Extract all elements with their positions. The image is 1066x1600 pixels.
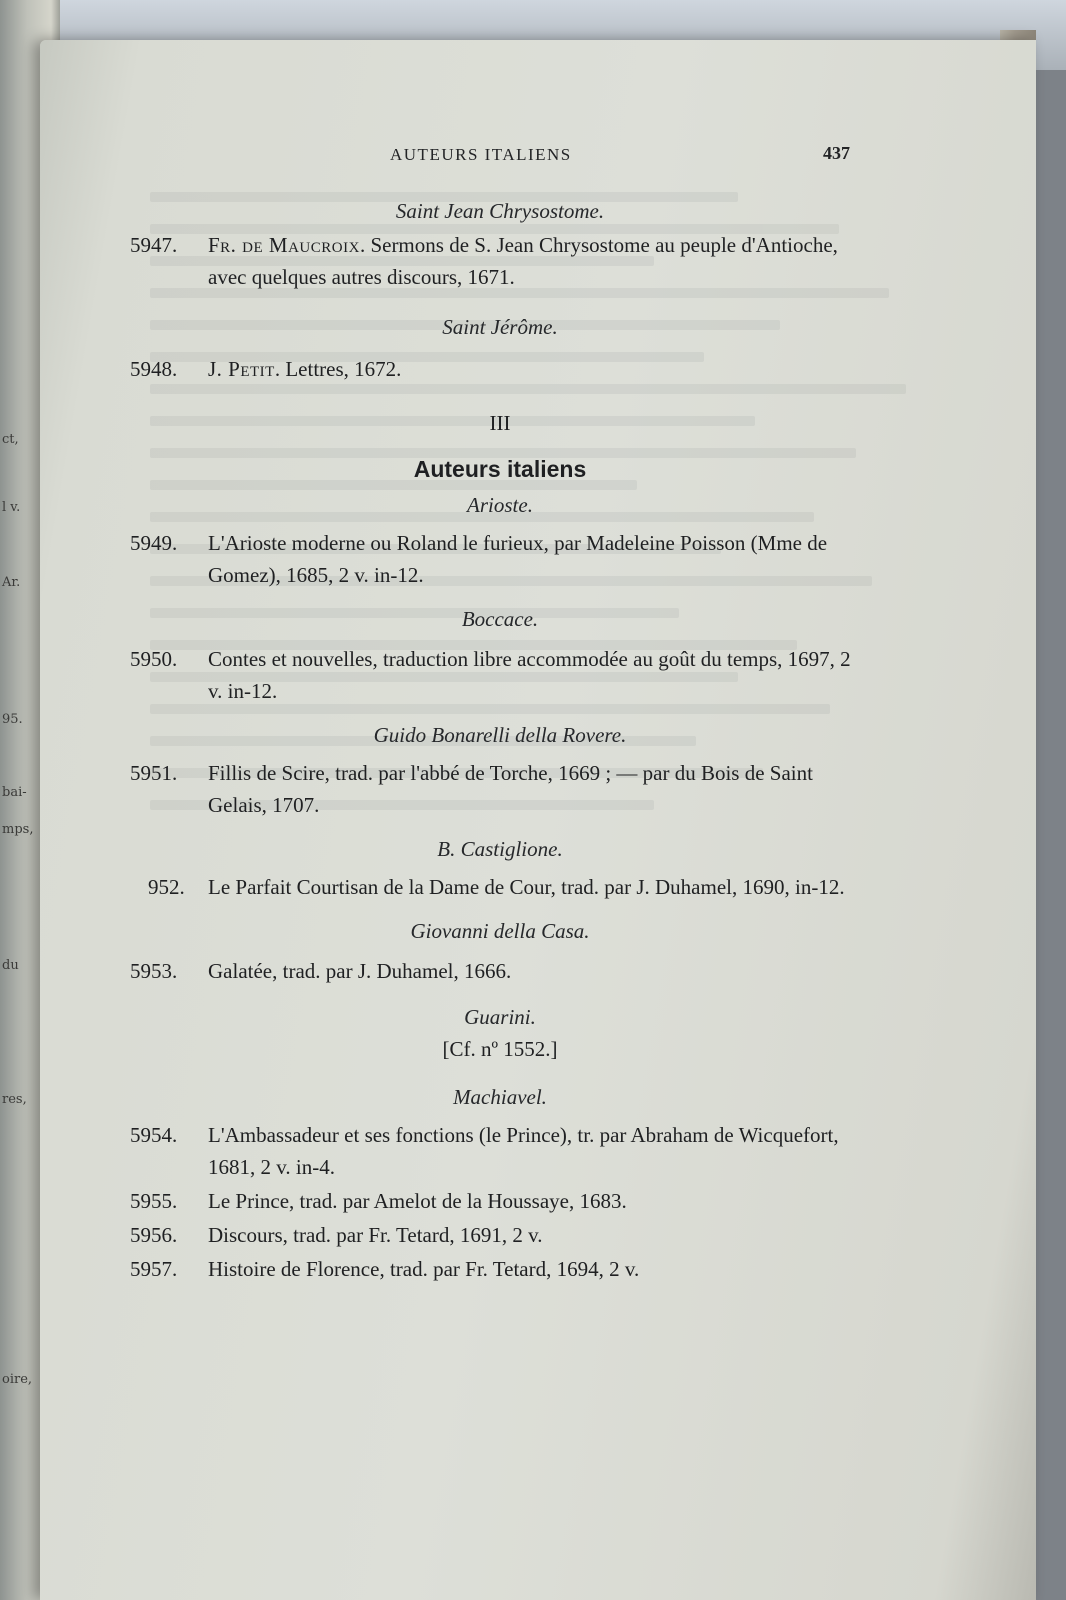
facing-page-fragment: ct,: [2, 432, 19, 447]
catalogue-entry: [130, 229, 870, 293]
author-heading: Boccace.: [461, 607, 539, 631]
author-heading: Giovanni della Casa.: [410, 919, 590, 943]
catalogue-entry: [130, 1185, 870, 1217]
catalogue-entry: [130, 527, 870, 591]
entry-body: Fillis de Scire, trad. par l'abbé de Torche, 1669 ; — par du Bois de Saint Gelais, 1707.: [208, 761, 813, 817]
catalogue-entry: [130, 757, 870, 821]
entry-body: Le Parfait Courtisan de la Dame de Cour, trad. par J. Duhamel, 1690, in-12.: [208, 875, 845, 899]
catalogue-entry: [130, 871, 870, 903]
entry-body: . Lettres, 1672.: [274, 357, 402, 381]
catalogue-entry: [130, 1219, 870, 1251]
facing-page-fragment: Ar.: [2, 575, 21, 590]
entry-body: Discours, trad. par Fr. Tetard, 1691, 2 v.: [208, 1223, 543, 1247]
entry-lead-name: J. Petit: [208, 357, 275, 381]
entry-body: Contes et nouvelles, traduction libre accommodée au goût du temps, 1697, 2 v. in-12.: [208, 647, 851, 703]
catalogue-entry: [130, 955, 870, 987]
author-heading: Machiavel.: [453, 1085, 547, 1109]
entry-number: 5955.: [130, 1189, 178, 1213]
entry-number: 5953.: [130, 959, 178, 983]
entry-body: L'Ambassadeur et ses fonctions (le Prince), tr. par Abraham de Wicquefort, 1681, 2 v. in-4.: [208, 1123, 839, 1179]
running-title: AUTEURS ITALIENS: [390, 145, 572, 164]
author-heading: Saint Jean Chrysostome.: [395, 199, 605, 223]
entry-number: 5956.: [130, 1223, 178, 1247]
entry-number: 5954.: [130, 1123, 178, 1147]
section-number: III: [489, 411, 511, 435]
catalogue-entry: [130, 643, 870, 707]
entry-number: 5950.: [130, 647, 178, 671]
catalogue-entry: [130, 353, 870, 385]
catalogue-entry: [130, 1119, 870, 1183]
catalogue-entry: [130, 1253, 870, 1285]
entry-number: 5948.: [130, 357, 178, 381]
facing-page-fragment: oire,: [2, 1372, 33, 1387]
entry-number: 5951.: [130, 761, 178, 785]
facing-page-fragment: mps,: [2, 822, 34, 837]
author-heading: Saint Jérôme.: [442, 315, 558, 339]
author-heading: B. Castiglione.: [437, 837, 563, 861]
entry-number: 5947.: [130, 233, 178, 257]
author-heading: Arioste.: [467, 493, 533, 517]
facing-page-fragment: res,: [2, 1092, 27, 1107]
catalogue-body: [130, 195, 870, 1285]
entry-number: 5957.: [130, 1257, 178, 1281]
entry-body: . Sermons de S. Jean Chrysostome au peuple d'Antioche, avec quelques autres discours, 1671.: [208, 233, 838, 289]
section-title: Auteurs italiens: [413, 456, 587, 482]
entry-body: Galatée, trad. par J. Duhamel, 1666.: [208, 959, 512, 983]
facing-page-fragment: 95.: [2, 712, 23, 727]
facing-page-fragment: bai-: [2, 785, 27, 800]
entry-text: [208, 229, 870, 293]
facing-page-fragment: l v.: [2, 500, 21, 515]
entry-number: 952.: [148, 875, 185, 899]
author-heading: Guido Bonarelli della Rovere.: [373, 723, 627, 747]
entry-body: Le Prince, trad. par Amelot de la Houssaye, 1683.: [208, 1189, 627, 1213]
entry-body: L'Arioste moderne ou Roland le furieux, par Madeleine Poisson (Mme de Gomez), 1685, 2 v. in-12.: [208, 531, 828, 587]
cross-reference: [Cf. nº 1552.]: [442, 1037, 558, 1061]
entry-number: 5949.: [130, 531, 178, 555]
page-number: 437: [823, 143, 850, 163]
entry-body: Histoire de Florence, trad. par Fr. Tetard, 1694, 2 v.: [208, 1257, 640, 1281]
entry-text: [208, 353, 870, 385]
facing-page-fragment: du: [2, 958, 19, 973]
author-heading: Guarini.: [464, 1005, 536, 1029]
entry-lead-name: Fr. de Maucroix: [208, 233, 360, 257]
